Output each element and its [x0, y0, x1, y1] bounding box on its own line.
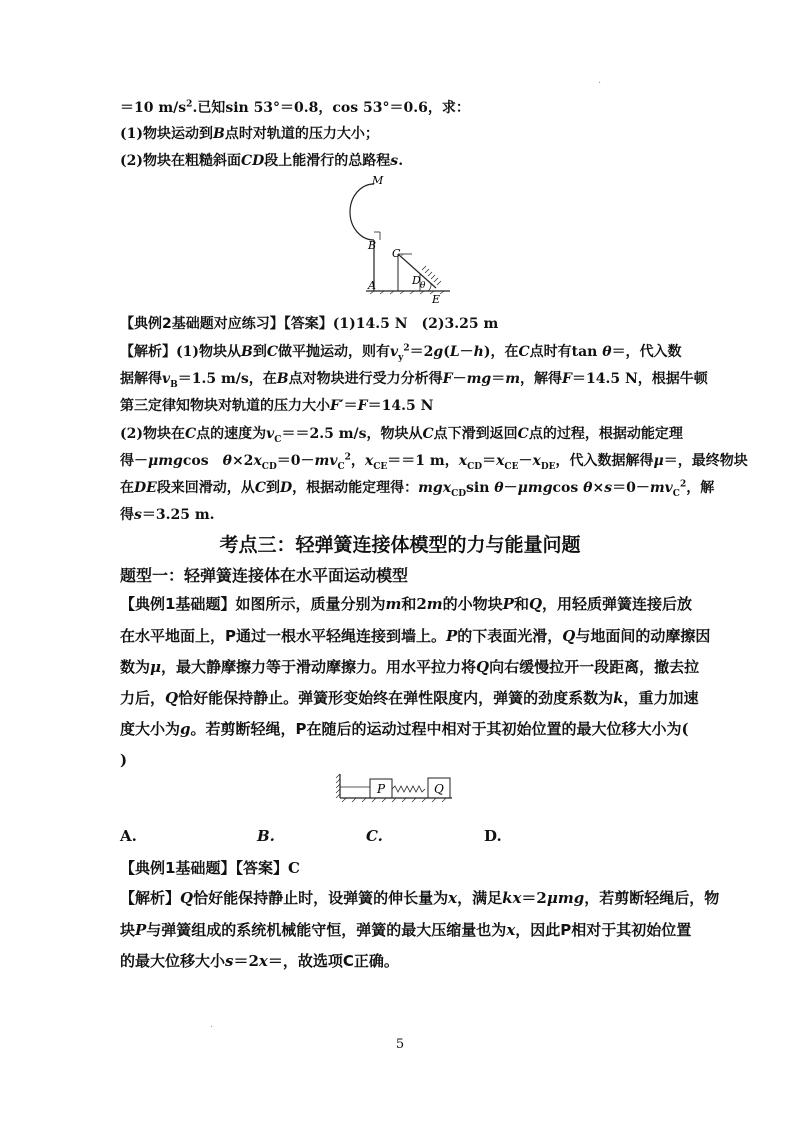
text-run: 点时对轨道的压力大小；	[224, 126, 379, 142]
text-run: ＝14.5 N	[367, 398, 434, 414]
text-run: －	[518, 453, 533, 469]
text-run: θ	[222, 453, 232, 469]
text-run: 到	[265, 480, 280, 496]
text-run: 得	[120, 453, 134, 469]
text-run: F	[357, 398, 368, 414]
text-run: Q	[562, 627, 576, 645]
text-run: 段上能滑行的总路程	[264, 153, 391, 169]
text-run: 第三定律知物块对轨道的压力大小	[120, 398, 330, 414]
text-run: B	[276, 371, 289, 387]
text-run: ，因此P相对于其初始位置	[515, 921, 692, 939]
text-run: 得	[120, 507, 134, 523]
text-run: C	[518, 344, 530, 360]
text-run: 的最大位移大小	[120, 952, 226, 970]
text-run: ＝0－	[612, 480, 650, 496]
text-run: L	[449, 344, 460, 360]
text-run: B	[241, 344, 253, 360]
text-run: 点对物块进行受力分析得	[288, 371, 443, 387]
text-run: CD	[467, 461, 483, 472]
text-run: 和	[401, 595, 417, 613]
text-run: 点时有	[529, 344, 572, 360]
text-run: x	[458, 453, 468, 469]
text-line-ex-5	[120, 719, 689, 739]
text-run: (1)14.5 N (2)3.25 m	[332, 316, 499, 332]
text-run: 点的速度为	[196, 426, 267, 442]
text-line-ana-7	[120, 505, 215, 525]
text-run: mv	[649, 480, 673, 496]
text-run: x	[364, 453, 374, 469]
text-run: )，	[483, 344, 505, 360]
text-line-ana2-1	[120, 888, 719, 908]
text-run: －	[134, 453, 148, 469]
text-run: C	[274, 434, 282, 445]
text-run: ，若剪断轻绳后，物	[584, 889, 720, 907]
text-run: 物块运动到	[143, 126, 213, 142]
text-run: 段来回滑动，从	[156, 480, 255, 496]
text-run: θ	[583, 480, 593, 496]
text-run: ′＝	[339, 398, 358, 414]
text-run: 【典例2基础题对应练习】【答案】	[120, 316, 333, 332]
text-run: tan	[571, 344, 603, 360]
text-run: ＝14.5 N，	[571, 371, 652, 387]
label-m: M	[372, 174, 384, 187]
text-run: 的下表面光滑，	[457, 627, 563, 645]
text-run: ，根据动能定理得：	[292, 480, 419, 496]
text-run: μmg	[546, 889, 585, 907]
text-line-ex-2	[120, 626, 710, 646]
text-run: μmg	[517, 480, 553, 496]
text-run: 物块在	[143, 426, 185, 442]
text-run: 度大小为	[120, 720, 181, 738]
text-run: ×2	[231, 453, 254, 469]
text-run: θ	[602, 344, 612, 360]
text-run: 向右缓慢拉开一段距离，撤去拉	[489, 658, 700, 676]
text-run: 力后，	[120, 689, 166, 707]
text-run: k	[613, 689, 624, 707]
text-run: v	[162, 371, 171, 387]
text-run: ＝，	[663, 453, 692, 469]
text-run: CD	[451, 488, 467, 499]
text-run: ＝10 m/s	[120, 100, 187, 116]
text-run: 在水平地面上，P通过一根水平轻绳连接到墙上。	[120, 627, 446, 645]
text-run: ＝1.5 m/s，	[177, 371, 263, 387]
text-run: μ	[653, 453, 664, 469]
text-run: ，	[686, 480, 701, 496]
text-run: g	[433, 344, 444, 360]
text-run: 【典例1基础题】如图所示，质量分别为	[120, 595, 386, 613]
text-run: Q	[476, 658, 490, 676]
text-run: C	[672, 488, 680, 499]
text-run: F	[442, 371, 453, 387]
text-run: m	[505, 371, 521, 387]
text-line-ex-1	[120, 594, 692, 614]
text-run: 点下滑到返回	[433, 426, 518, 442]
text-run: s	[604, 480, 613, 496]
page-number: 5	[395, 1037, 405, 1052]
text-run: 代入数	[639, 344, 682, 360]
text-run: ＝＝2.5 m/s，	[281, 426, 381, 442]
text-run: Q	[528, 595, 543, 613]
text-run: μmg	[148, 453, 183, 469]
text-run: 解得	[534, 371, 563, 387]
spring-figure	[330, 772, 455, 808]
text-run: .	[398, 153, 404, 169]
text-line-ana-5	[120, 451, 748, 471]
text-run: 解	[700, 480, 715, 496]
text-run: s	[225, 952, 234, 970]
text-run: 和	[513, 595, 529, 613]
text-run: F	[562, 371, 572, 387]
text-line-ana-3	[120, 396, 433, 416]
text-run: cos	[182, 453, 223, 469]
text-line-q-1	[120, 124, 379, 144]
text-run: y	[398, 352, 404, 363]
label-e: E	[432, 293, 441, 306]
text-run: C	[287, 859, 300, 877]
text-run: ＝2	[409, 344, 434, 360]
text-run: ，满足	[457, 889, 503, 907]
text-run: 【典例1基础题】【答案】	[120, 859, 288, 877]
text-run: DE	[540, 461, 556, 472]
text-run: 【解析】	[120, 889, 181, 907]
text-run: F	[330, 398, 340, 414]
subsection-title: 题型一：轻弹簧连接体在水平面运动模型	[120, 566, 409, 585]
text-run: x	[253, 453, 262, 469]
option-a[interactable]: A.	[120, 827, 137, 845]
text-run: x	[496, 453, 505, 469]
text-run: 在	[120, 480, 134, 496]
text-run: 块	[120, 921, 136, 939]
text-run: 点的过程，根据动能定理	[528, 426, 683, 442]
text-run: 到	[252, 344, 267, 360]
text-run: CD	[261, 461, 277, 472]
text-run: 与地面间的动摩擦因	[575, 627, 711, 645]
text-run: m	[426, 595, 443, 613]
text-run: 与弹簧组成的系统机械能守恒，弹簧的最大压缩量也为	[146, 921, 507, 939]
text-run: (1)	[120, 126, 143, 142]
text-run: P	[135, 921, 147, 939]
text-run: ＝＝1 m，	[387, 453, 459, 469]
text-run: 最终物块	[691, 453, 748, 469]
text-run: C	[266, 344, 278, 360]
text-line-ex-3	[120, 657, 699, 677]
label-a: A	[368, 279, 376, 292]
text-run: x	[506, 921, 516, 939]
text-run: ，最大静摩擦力等于滑动摩擦力。用水平拉力将	[161, 658, 477, 676]
text-run: 做平抛运动，则有	[278, 344, 390, 360]
text-line-ana2-3	[120, 951, 399, 971]
text-run: 【解析】	[120, 344, 176, 360]
text-run: ＝	[482, 453, 497, 469]
text-line-ana2-2	[120, 920, 691, 940]
text-run: 求：	[441, 100, 470, 116]
text-line-q-2	[120, 151, 403, 171]
text-line-ana-1	[120, 342, 682, 362]
text-run: Q	[165, 689, 179, 707]
text-run: kx	[502, 889, 522, 907]
text-line-ans-head-1	[120, 314, 498, 334]
text-run: 故选项C正确。	[297, 952, 399, 970]
label-c: C	[392, 247, 401, 260]
text-run: P	[446, 627, 458, 645]
text-run: mg	[466, 371, 492, 387]
track-figure	[340, 170, 470, 310]
text-run: mgx	[418, 480, 452, 496]
text-line-ana-6	[120, 478, 714, 498]
text-run: (	[443, 344, 450, 360]
text-run: CE	[373, 461, 388, 472]
text-run: ＝3.25 m.	[141, 507, 215, 523]
text-run: ，用轻质弹簧连接后放	[542, 595, 693, 613]
text-run: C	[254, 480, 266, 496]
text-run: (2)	[120, 153, 143, 169]
text-run: ＝	[491, 371, 506, 387]
text-run: Q	[180, 889, 194, 907]
text-run: CE	[504, 461, 519, 472]
text-run: C	[517, 426, 529, 442]
text-run: 数为	[120, 658, 151, 676]
text-run: )	[120, 751, 128, 769]
text-run: ＝0－	[276, 453, 315, 469]
text-run: ＝2	[521, 889, 547, 907]
text-run: ，	[555, 453, 570, 469]
text-line-top-1	[120, 98, 470, 118]
text-run: g	[180, 720, 191, 738]
text-run: s	[134, 507, 142, 523]
label-theta: θ	[420, 281, 426, 291]
text-run: D	[279, 480, 293, 496]
text-run: DE	[134, 480, 157, 496]
text-run: 恰好能保持静止。弹簧形变始终在弹性限度内，弹簧的劲度系数为	[178, 689, 614, 707]
text-run: 2	[186, 99, 193, 110]
text-run: P	[502, 595, 514, 613]
text-line-ex-4	[120, 688, 699, 708]
text-run: h	[473, 344, 484, 360]
text-run: (	[681, 720, 689, 738]
text-line-ex-6	[120, 750, 127, 770]
text-run: 物块在粗糙斜面	[143, 153, 241, 169]
scan-dot: ·	[210, 1022, 214, 1033]
text-run: sin 53°＝0.8，cos 53°＝0.6，	[225, 100, 442, 116]
text-run: 在	[504, 344, 519, 360]
text-run: s	[390, 153, 399, 169]
text-run: 恰好能保持静止时，设弹簧的伸长量为	[193, 889, 449, 907]
text-run: 2	[344, 452, 351, 463]
label-b: B	[368, 239, 377, 252]
text-run: 的小物块	[442, 595, 503, 613]
text-run: ＝2	[233, 952, 259, 970]
text-run: mv	[314, 453, 338, 469]
text-run: m	[385, 595, 402, 613]
section-title: 考点三：轻弹簧连接体模型的力与能量问题	[219, 534, 581, 556]
text-run: μ	[150, 658, 161, 676]
text-run: ，	[350, 453, 365, 469]
text-run: 物块从	[199, 344, 241, 360]
option-b[interactable]: B.	[257, 827, 275, 845]
label-d: D	[412, 274, 421, 287]
text-run: ，	[520, 371, 535, 387]
text-run: v	[266, 426, 275, 442]
text-run: ＝，	[611, 344, 640, 360]
text-run: x	[532, 453, 541, 469]
text-run: (1)	[176, 344, 199, 360]
text-run: 根据牛顿	[651, 371, 708, 387]
text-run: C	[185, 426, 197, 442]
text-run: v	[390, 344, 399, 360]
text-run: 据解得	[120, 371, 162, 387]
text-run: B	[170, 379, 178, 390]
text-line-ans2-head	[120, 858, 300, 878]
text-run: －	[503, 480, 518, 496]
text-line-ana-2	[120, 369, 708, 389]
text-run: x	[258, 952, 268, 970]
text-run: 2	[679, 479, 687, 490]
label-p: P	[377, 782, 386, 796]
text-run: θ	[494, 480, 504, 496]
text-run: 2	[416, 595, 427, 613]
text-run: (2)	[120, 426, 143, 442]
text-run: sin	[466, 480, 495, 496]
text-run: x	[448, 889, 458, 907]
label-q: Q	[434, 782, 444, 796]
option-c[interactable]: C.	[366, 827, 383, 845]
text-run: ，重力加速	[623, 689, 699, 707]
text-line-ana-4	[120, 424, 683, 444]
scan-dot: ·	[598, 78, 602, 89]
text-run: 已知	[197, 100, 226, 116]
text-run: 。若剪断轻绳，P在随后的运动过程中相对于其初始位置的最大位移大小为	[190, 720, 682, 738]
text-run: CD	[241, 153, 265, 169]
option-d[interactable]: D.	[484, 827, 502, 845]
text-run: 2	[403, 343, 410, 354]
text-run: 物块从	[380, 426, 423, 442]
text-run: B	[213, 126, 225, 142]
text-run: －	[452, 371, 467, 387]
text-run: .	[192, 100, 198, 116]
text-run: C	[422, 426, 434, 442]
text-run: 在	[262, 371, 277, 387]
text-run: －	[459, 344, 474, 360]
text-run: cos	[552, 480, 584, 496]
text-run: ×	[592, 480, 605, 496]
text-run: ＝，	[267, 952, 298, 970]
text-run: 代入数据解得	[569, 453, 654, 469]
text-run: C	[337, 461, 345, 472]
